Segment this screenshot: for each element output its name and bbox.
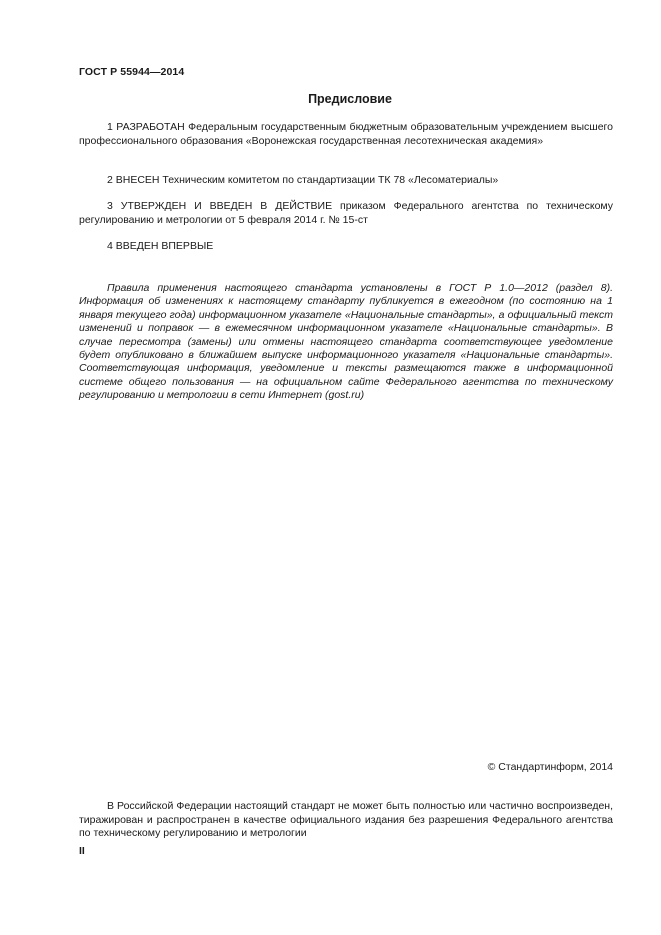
page-title: Предисловие (308, 92, 392, 106)
paragraph-reproduction-notice: В Российской Федерации настоящий стандарт не может быть полностью или частично воспроизведен, тиражирован и распространен в качестве официального издания без разрешения Федерального агентства по техническому регулированию и метрологии (79, 800, 613, 840)
paragraph-developed: 1 РАЗРАБОТАН Федеральным государственным бюджетным образовательным учреждением высшего профессионального образования «Воронежская государственная лесотехническая академия» (79, 121, 613, 147)
copyright-line: © Стандартинформ, 2014 (487, 761, 613, 773)
paragraph-rules-notice: Правила применения настоящего стандарта установлены в ГОСТ Р 1.0—2012 (раздел 8). Информация об изменениях к настоящему стандарту публикуется в ежегодном (по состоянию на 1 января текущего года) информационном указателе «Национальные стандарты», а официальный текст изменений и поправок — в ежемесячном информационном указателе «Национальные стандарты». В случае пересмотра (замены) или отмены настоящего стандарта соответствующее уведомление будет опубликовано в ближайшем выпуске информационного указателя «Национальные стандарты». Соответствующая информация, уведомление и тексты размещаются также в информационной системе общего пользования — на официальном сайте Федерального агентства по техническому регулированию и метрологии в сети Интернет (gost.ru) (79, 282, 613, 402)
paragraph-approved: 3 УТВЕРЖДЕН И ВВЕДЕН В ДЕЙСТВИЕ приказом Федерального агентства по техническому регулированию и метрологии от 5 февраля 2014 г. № 15-ст (79, 200, 613, 226)
page-number: II (79, 845, 85, 857)
paragraph-introduced: 2 ВНЕСЕН Техническим комитетом по стандартизации ТК 78 «Лесоматериалы» (107, 174, 499, 186)
paragraph-first-time: 4 ВВЕДЕН ВПЕРВЫЕ (107, 240, 214, 252)
document-code-header: ГОСТ Р 55944—2014 (79, 66, 185, 78)
